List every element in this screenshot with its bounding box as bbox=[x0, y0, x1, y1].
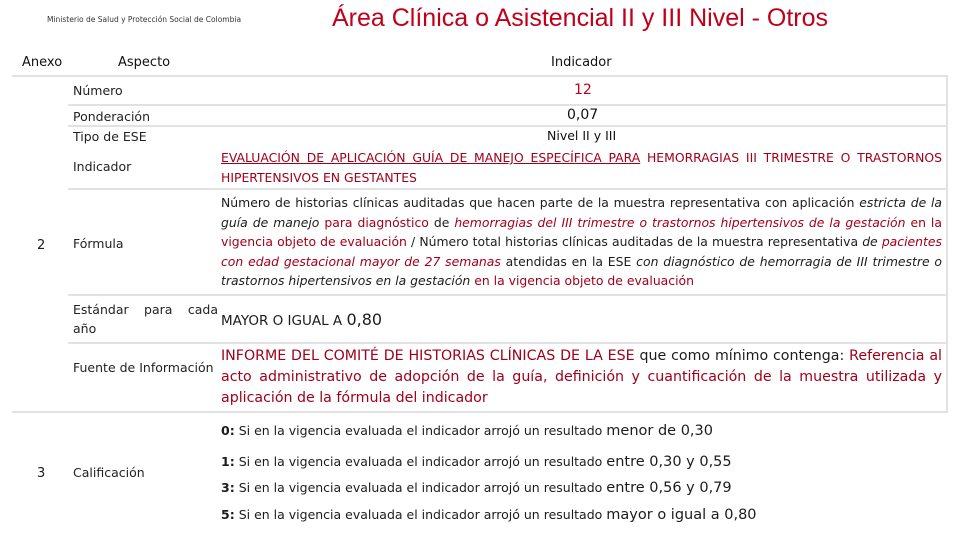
estandar-text: MAYOR O IGUAL A bbox=[221, 313, 343, 329]
score-item bbox=[221, 454, 732, 470]
formula-text: de bbox=[862, 234, 878, 249]
value-numero: 12 bbox=[574, 82, 592, 98]
score-value: 5: bbox=[221, 507, 235, 522]
score-value: 3: bbox=[221, 480, 235, 495]
table-border bbox=[946, 75, 948, 413]
table-divider bbox=[12, 75, 948, 77]
table-divider bbox=[68, 104, 948, 106]
label-numero: Número bbox=[73, 83, 123, 98]
value-ponderacion: 0,07 bbox=[567, 107, 599, 123]
value-formula bbox=[221, 193, 942, 291]
column-header-aspecto: Aspecto bbox=[118, 55, 171, 70]
label-tipo-ese: Tipo de ESE bbox=[73, 129, 147, 144]
score-range: entre 0,30 y 0,55 bbox=[606, 454, 732, 470]
fuente-text: INFORME DEL COMITÉ DE HISTORIAS CLÍNICAS DE LA ESE bbox=[221, 348, 635, 364]
formula-text: de bbox=[433, 214, 450, 230]
formula-text: con diagnóstico de hemorragia de III trimestre o trastornos hipertensivos en la gestación bbox=[221, 253, 942, 288]
column-header-anexo: Anexo bbox=[22, 55, 63, 70]
value-fuente bbox=[221, 346, 942, 409]
formula-text: / Número total historias clínicas auditadas de la muestra representativa bbox=[411, 234, 859, 249]
fuente-text: que como mínimo contenga: bbox=[639, 348, 845, 364]
formula-text: Número de historias clínicas auditadas que hacen parte de la muestra representativa con aplicación bbox=[221, 195, 855, 210]
formula-text: pacientes con edad gestacional mayor de 27 semanas bbox=[221, 234, 942, 269]
label-indicador: Indicador bbox=[73, 159, 132, 174]
formula-text: atendidas en la ESE bbox=[505, 253, 632, 269]
label-ponderacion: Ponderación bbox=[73, 109, 151, 124]
ministry-name: Ministerio de Salud y Protección Social de Colombia bbox=[47, 15, 242, 24]
label-estandar: Estándar para cada año bbox=[73, 302, 218, 336]
score-text: Si en la vigencia evaluada el indicador arrojó un resultado bbox=[238, 507, 603, 522]
indicador-part1: EVALUACIÓN DE APLICACIÓN GUÍA DE MANEJO ESPECÍFICA PARA bbox=[221, 150, 641, 165]
formula-text: en la vigencia objeto de evaluación bbox=[474, 273, 694, 288]
score-range: entre 0,56 y 0,79 bbox=[606, 480, 732, 496]
anexo-number-3: 3 bbox=[37, 466, 46, 481]
label-calificacion: Calificación bbox=[73, 465, 145, 480]
page-title: Área Clínica o Asistencial II y III Nivel - Otros bbox=[332, 4, 828, 32]
score-item bbox=[221, 423, 713, 439]
score-text: Si en la vigencia evaluada el indicador arrojó un resultado bbox=[238, 480, 603, 495]
indicador-part2: HEMORRAGIAS III TRIMESTRE O TRASTORNOS HIPERTENSIVOS EN GESTANTES bbox=[221, 150, 942, 185]
table-divider bbox=[68, 188, 948, 190]
column-header-indicador: Indicador bbox=[551, 55, 612, 70]
label-fuente: Fuente de Información bbox=[73, 360, 214, 375]
score-range: mayor o igual a 0,80 bbox=[606, 507, 757, 523]
formula-text: para diagnóstico bbox=[324, 214, 429, 230]
label-formula: Fórmula bbox=[73, 236, 124, 251]
score-value: 0: bbox=[221, 423, 235, 438]
estandar-number: 0,80 bbox=[346, 310, 383, 329]
value-estandar bbox=[221, 310, 382, 329]
formula-text: hemorragias del III trimestre o trastornos hipertensivos de la gestación bbox=[454, 214, 906, 230]
formula-text: estricta de la guía de manejo bbox=[221, 195, 942, 230]
value-tipo-ese: Nivel II y III bbox=[547, 128, 617, 143]
table-divider bbox=[68, 125, 948, 127]
score-item bbox=[221, 480, 732, 496]
table-divider bbox=[68, 342, 948, 344]
score-text: Si en la vigencia evaluada el indicador arrojó un resultado bbox=[238, 454, 603, 469]
anexo-number-2: 2 bbox=[37, 238, 46, 253]
table-divider bbox=[12, 411, 948, 413]
score-item bbox=[221, 507, 757, 523]
fuente-text: Referencia al acto administrativo de adopción de la guía, definición y cuantificación de la muestra utilizada y aplicación de la fórmula del indicador bbox=[221, 348, 942, 406]
score-text: Si en la vigencia evaluada el indicador arrojó un resultado bbox=[238, 423, 603, 438]
table-divider bbox=[68, 294, 948, 296]
score-value: 1: bbox=[221, 454, 235, 469]
value-indicador bbox=[221, 148, 942, 188]
score-range: menor de 0,30 bbox=[606, 423, 713, 439]
formula-text: en la vigencia objeto de evaluación bbox=[221, 214, 942, 249]
